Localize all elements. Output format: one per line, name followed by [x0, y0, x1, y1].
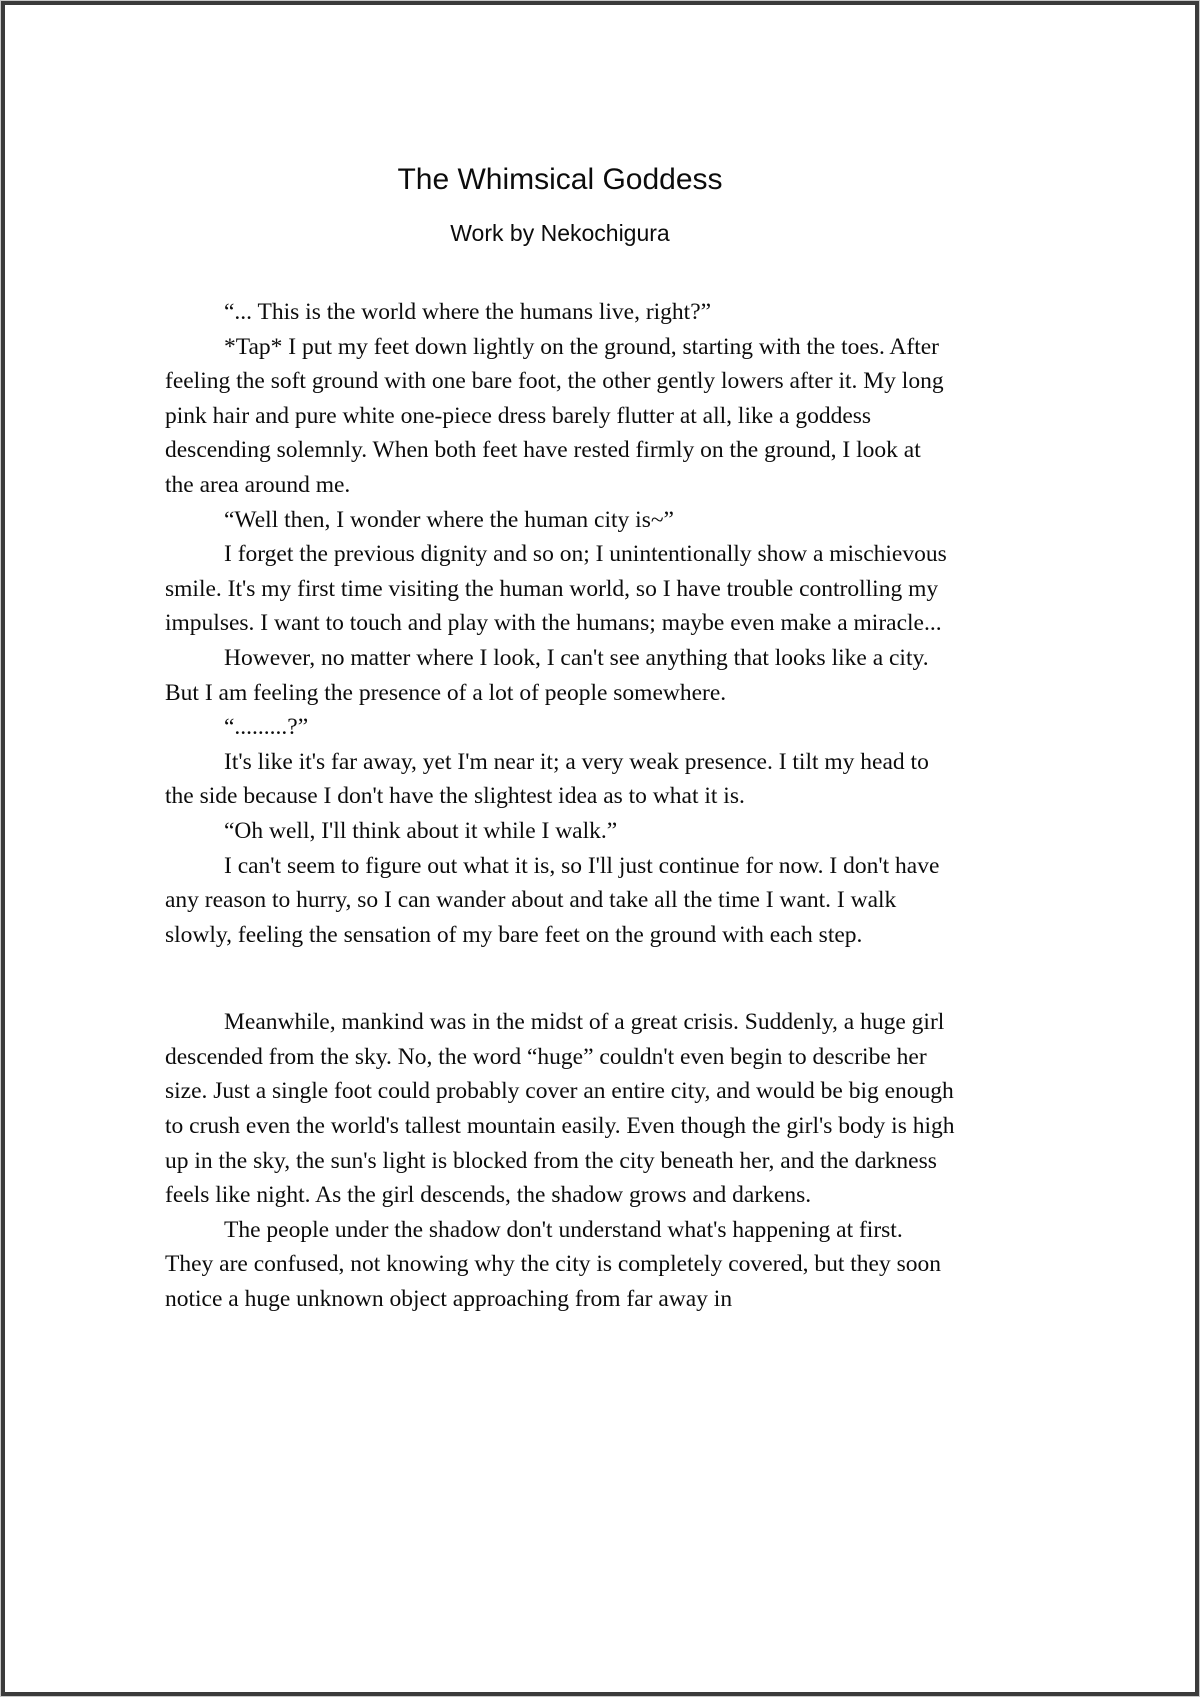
story-paragraph: Meanwhile, mankind was in the midst of a great crisis. Suddenly, a huge girl descended from the sky. No, the word “huge” couldn't even begin to describe her size. Just a single foot could probably cover an entire city, and would be big enough to crush even the world's tallest mountain easily. Even though the girl's body is high up in the sky, the sun's light is blocked from the city beneath her, and the darkness feels like night. As the girl descends, the shadow grows and darkens.: [165, 1009, 955, 1209]
story-paragraph: It's like it's far away, yet I'm near it; a very weak presence. I tilt my head to the side because I don't have the slightest idea as to what it is.: [165, 748, 929, 810]
story-paragraph: “Oh well, I'll think about it while I walk.”: [224, 817, 618, 844]
story-paragraph: However, no matter where I look, I can't see anything that looks like a city. But I am feeling the presence of a lot of people somewhere.: [165, 644, 929, 706]
story-paragraph: “Well then, I wonder where the human city is~”: [224, 506, 674, 533]
document-subtitle: Work by Nekochigura: [450, 220, 670, 246]
story-paragraph: “... This is the world where the humans live, right?”: [224, 299, 712, 325]
document-title: The Whimsical Goddess: [397, 163, 723, 196]
document-page: [1, 1, 1199, 1696]
story-paragraph: I can't seem to figure out what it is, so I'll just continue for now. I don't have any reason to hurry, so I can wander about and take all the time I want. I walk slowly, feeling the sensation of my bare feet on the ground with each step.: [165, 852, 940, 948]
story-paragraph: *Tap* I put my feet down lightly on the ground, starting with the toes. After feeling the soft ground with one bare foot, the other gently lowers after it. My long pink hair and pure white one-piece dress barely flutter at all, like a goddess descending solemnly. When both feet have rested firmly on the ground, I look at the area around me.: [165, 333, 944, 498]
story-paragraph: I forget the previous dignity and so on; I unintentionally show a mischievous smile. It's my first time visiting the human world, so I have trouble controlling my impulses. I want to touch and play with the humans; maybe even make a miracle...: [165, 541, 947, 637]
document-content: [165, 165, 955, 1317]
story-paragraph: The people under the shadow don't understand what's happening at first. They are confused, not knowing why the city is completely covered, but they soon notice a huge unknown object approaching from far away in: [165, 1216, 941, 1313]
story-body: [165, 295, 955, 1317]
story-paragraph: “.........?”: [224, 714, 309, 741]
